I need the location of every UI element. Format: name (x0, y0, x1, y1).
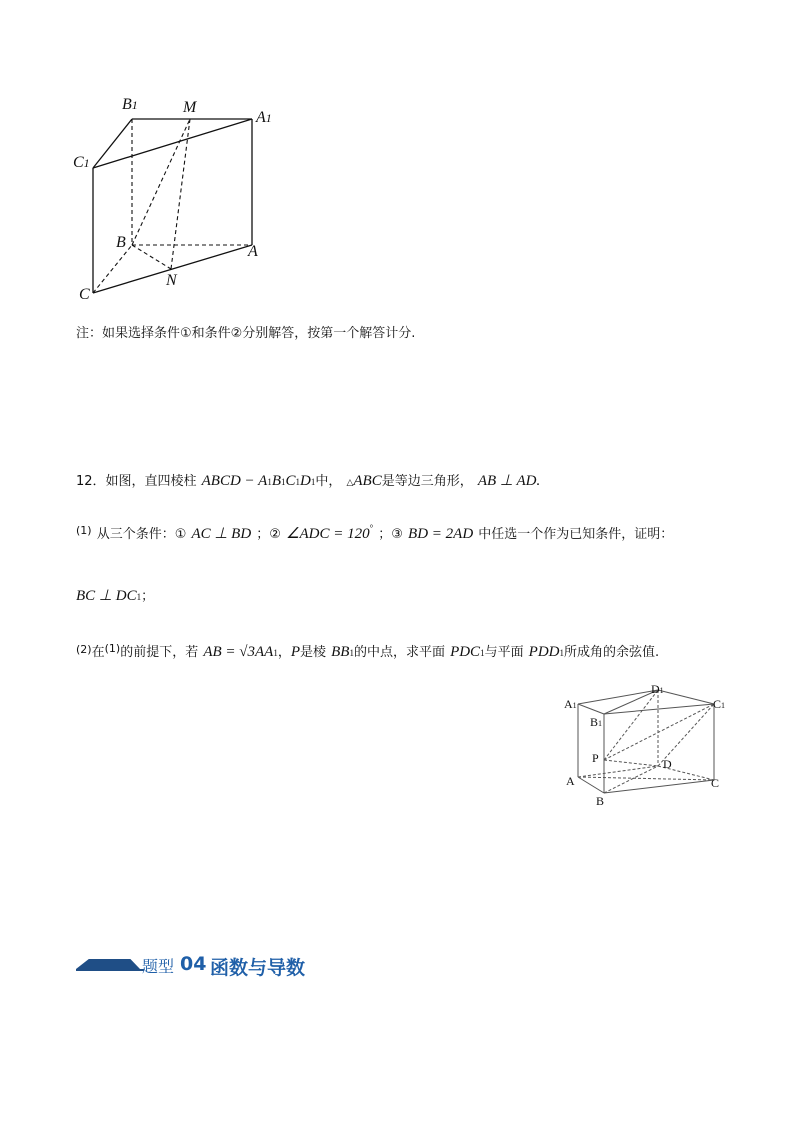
question-12-stem: 12．如图，直四棱柱 ABCD − A1B1C1D1中， △ABC是等边三角形， AB ⊥ AD. (76, 473, 541, 489)
label2-c1: C1 (713, 697, 726, 711)
segment-p-d1 (604, 690, 658, 760)
edge-d1-c1 (658, 690, 714, 704)
note-text: 注：如果选择条件①和条件②分别解答，按第一个解答计分. (76, 326, 416, 341)
label-c1: C1 (73, 154, 90, 171)
label-n: N (166, 272, 177, 289)
edge-a-b (578, 777, 604, 793)
segment-b-n (132, 245, 171, 269)
segment-b-m (132, 119, 190, 245)
edge-c-b (93, 245, 132, 293)
segment-a-c (578, 777, 714, 780)
section-tag: 题型 (142, 957, 175, 976)
label2-d1: D1 (651, 682, 664, 696)
label-a1: A1 (256, 109, 272, 126)
edge-c1-b1 (93, 119, 132, 168)
edge-b1-c1 (604, 704, 714, 714)
question-12-part-2: (2)在$^{(1)}$的前提下，若 AB = √3AA1，P是棱 BB1的中点，求平面 PDC1与平面 PDD1所成角的余弦值. (76, 642, 660, 660)
edge-a1-b1 (578, 704, 604, 714)
edge-a1-d1 (578, 690, 658, 704)
banner-underline (76, 969, 144, 971)
label2-a: A (566, 774, 575, 788)
label-b1: B1 (122, 96, 138, 113)
section-title: 函数与导数 (210, 957, 306, 979)
label2-a1: A1 (564, 697, 577, 711)
section-banner (76, 953, 336, 983)
question-12-part-1-goal: BC ⊥ DC1； (76, 588, 155, 604)
label-b: B (116, 234, 126, 251)
banner-bar (76, 959, 140, 969)
label-m: M (183, 99, 197, 116)
edge-c1-a1 (93, 119, 252, 168)
label-a: A (248, 243, 258, 260)
question-12-part-1: $^{(1)}$ 从三个条件：① AC ⊥ BD ；② ∠ADC = 120° ；③ BD = 2AD 中任选一个作为已知条件，证明： (76, 523, 674, 542)
edge-b-c (604, 780, 714, 793)
edge-b1-d1 (604, 690, 658, 714)
segment-p-d (604, 760, 658, 766)
label2-p: P (592, 751, 599, 765)
label2-b1: B1 (590, 715, 603, 729)
label2-d: D (663, 757, 672, 771)
label2-b: B (596, 794, 605, 808)
label2-c: C (711, 776, 720, 790)
segment-b-d (604, 766, 658, 793)
section-number: 04 (180, 953, 207, 975)
label-c: C (79, 286, 90, 303)
